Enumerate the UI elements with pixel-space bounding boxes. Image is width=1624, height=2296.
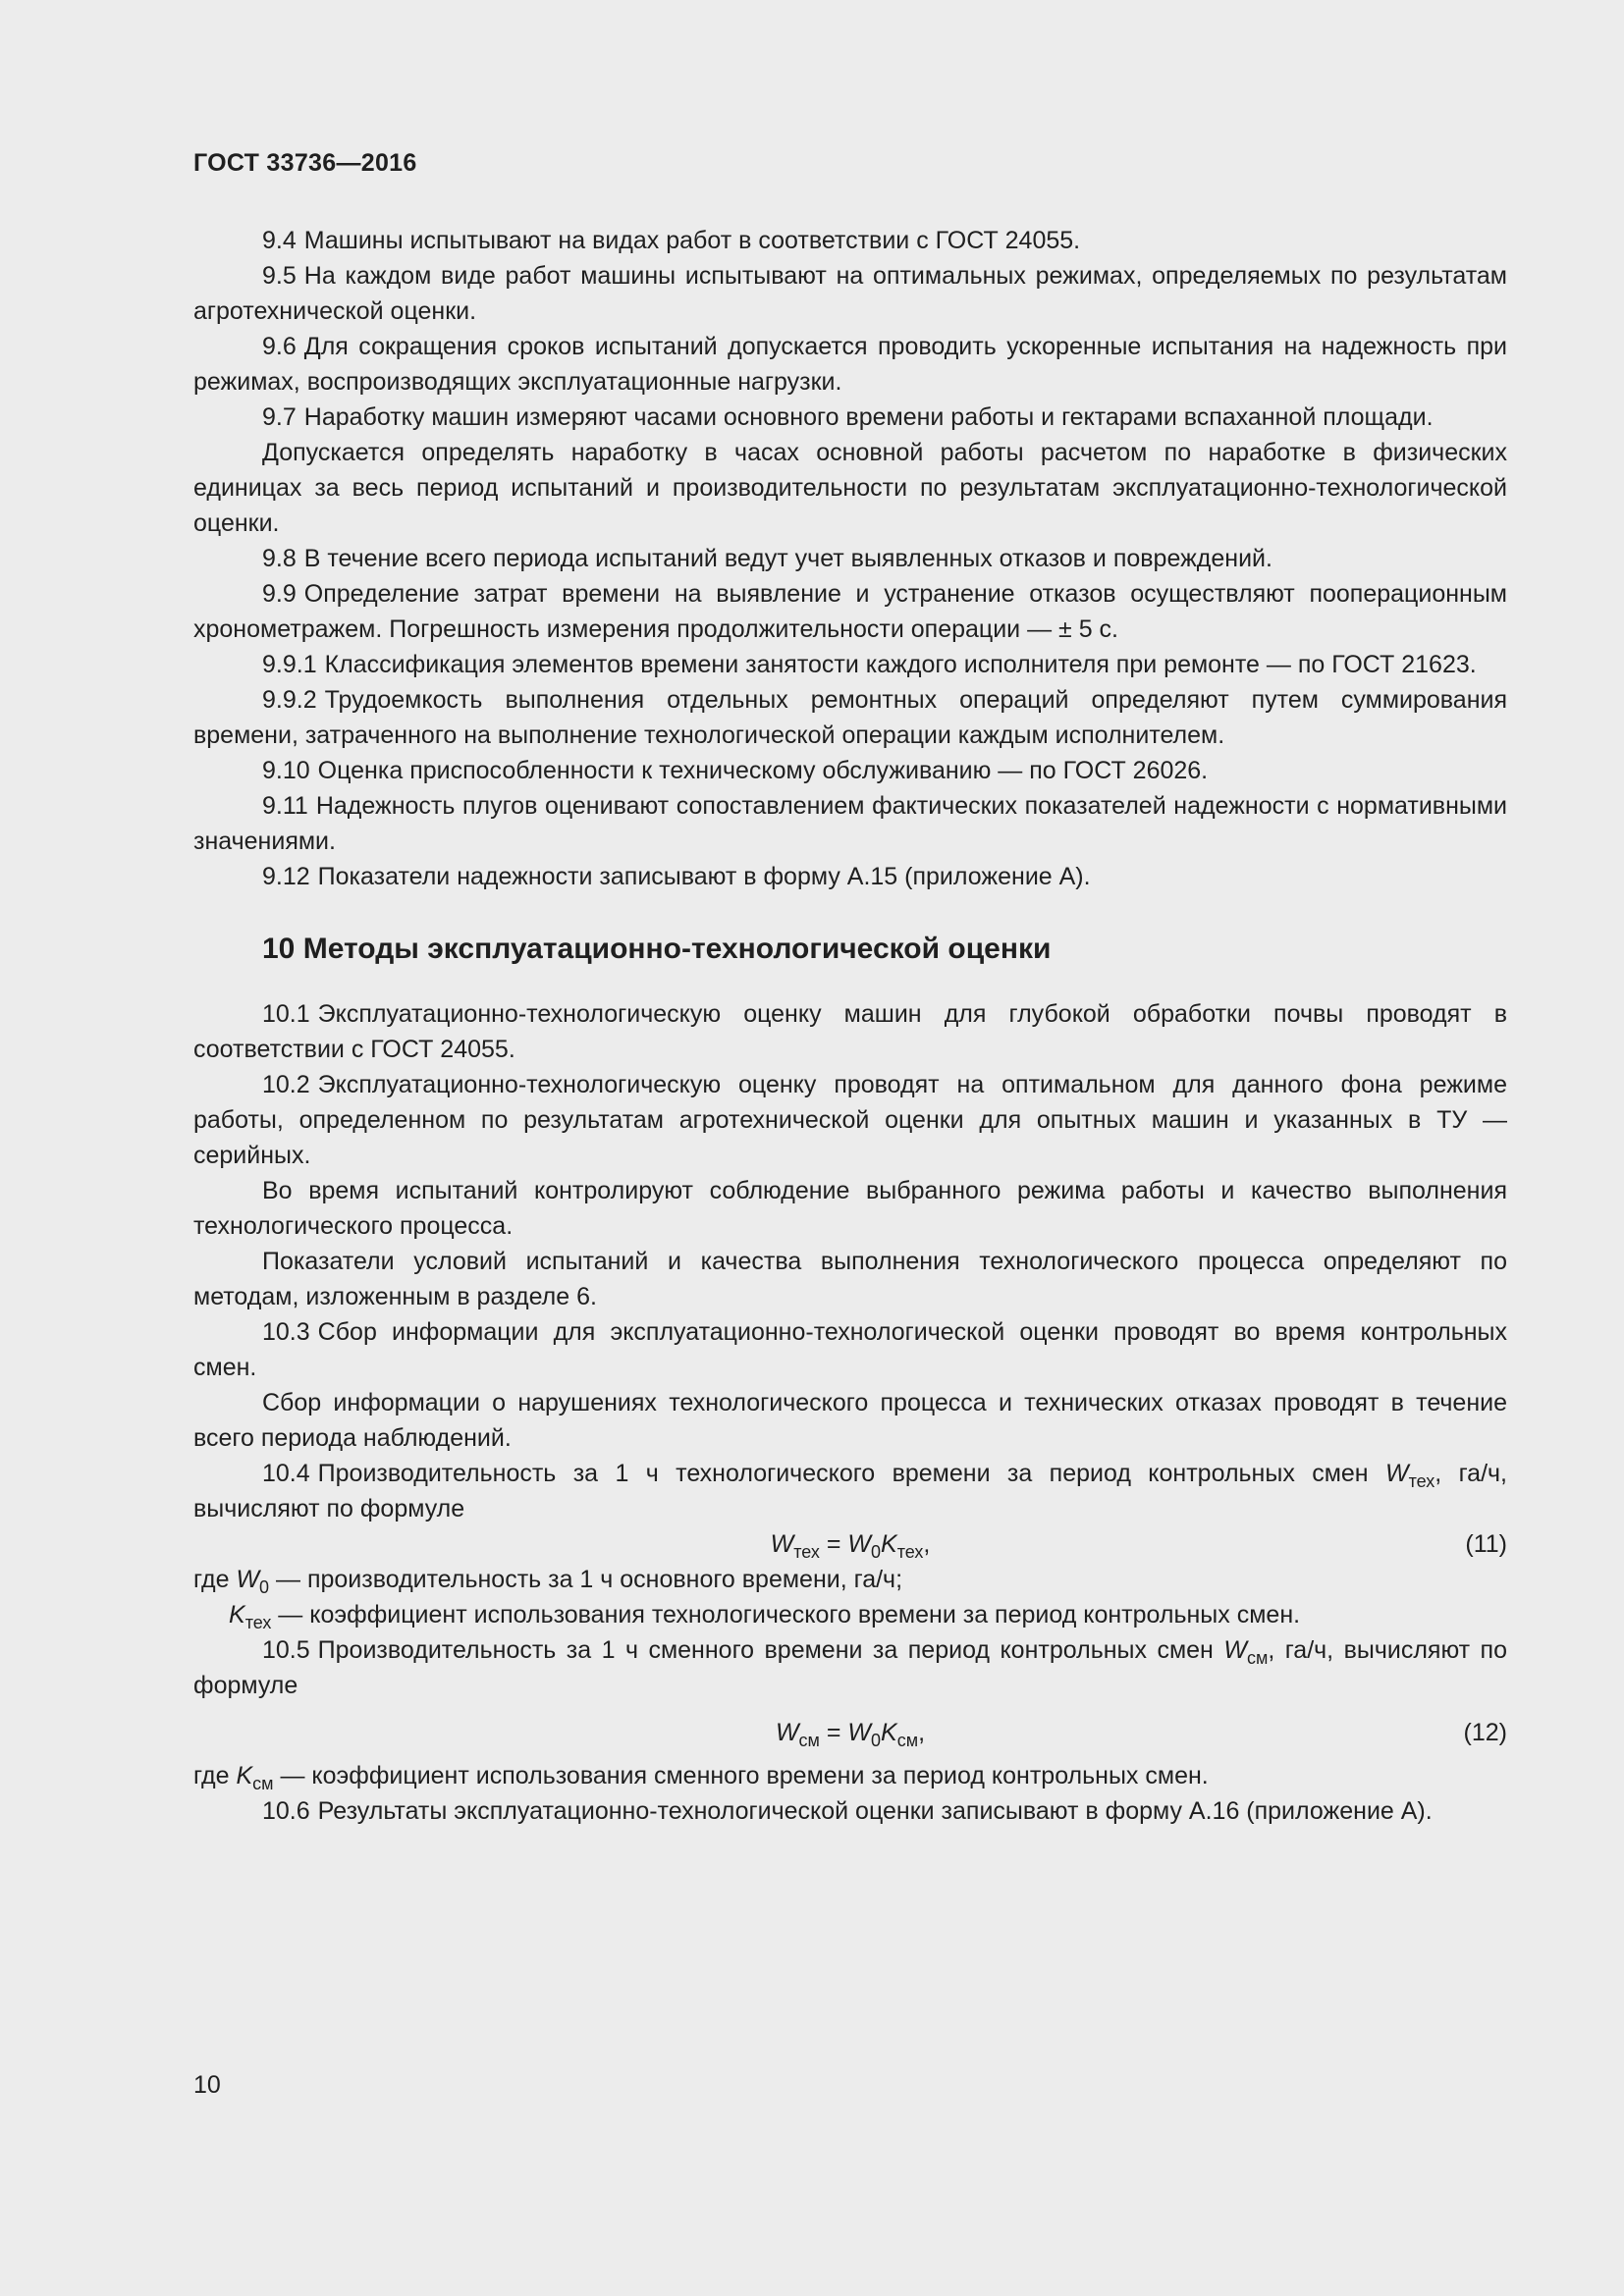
- paragraph-number: 9.5: [262, 262, 297, 290]
- formula-11-where-1: [193, 1562, 1507, 1597]
- paragraph-9-7: [193, 400, 1507, 435]
- formula-expression: [776, 1715, 925, 1750]
- variable: W: [236, 1566, 260, 1593]
- paragraph-10-6: [193, 1793, 1507, 1829]
- paragraph-10-3-b: [193, 1385, 1507, 1456]
- formula-tail: ,: [923, 1530, 931, 1558]
- paragraph-9-5: [193, 258, 1507, 329]
- paragraph-text: Оценка приспособленности к техническому обслуживанию — по ГОСТ 26026.: [317, 757, 1209, 784]
- paragraph-10-5: [193, 1632, 1507, 1703]
- paragraph-text: Для сокращения сроков испытаний допускается проводить ускоренные испытания на надежность при режимах, воспроизводящих эксплуатационные нагрузки.: [193, 333, 1507, 396]
- paragraph-text: Производительность за 1 ч технологического времени за период контрольных смен: [317, 1460, 1385, 1487]
- where-text: — производительность за 1 ч основного времени, га/ч;: [269, 1566, 903, 1593]
- paragraph-9-9-2: [193, 682, 1507, 753]
- paragraph-9-12: [193, 859, 1507, 894]
- paragraph-text: Результаты эксплуатационно-технологической оценки записывают в форму А.16 (приложение А).: [317, 1797, 1433, 1825]
- paragraph-text: На каждом виде работ машины испытывают на оптимальных режимах, определяемых по результатам агротехнической оценки.: [193, 262, 1507, 325]
- paragraph-number: 10.6: [262, 1797, 310, 1825]
- paragraph-number: 9.9.1: [262, 651, 317, 678]
- formula-r1: W: [847, 1719, 872, 1746]
- variable-subscript: тех: [244, 1613, 272, 1632]
- formula-12: [193, 1715, 1507, 1750]
- document-header: ГОСТ 33736—2016: [193, 149, 417, 177]
- paragraph-number: 10.1: [262, 1000, 310, 1028]
- formula-12-where-1: [193, 1758, 1507, 1793]
- paragraph-number: 9.9: [262, 580, 297, 608]
- paragraph-number: 9.6: [262, 333, 297, 360]
- document-body: [193, 223, 1507, 1829]
- formula-lhs: W: [770, 1530, 794, 1558]
- variable: K: [236, 1762, 253, 1789]
- paragraph-number: 10.2: [262, 1071, 310, 1098]
- paragraph-text: Во время испытаний контролируют соблюдение выбранного режима работы и качество выполнения технологического процесса.: [193, 1177, 1507, 1240]
- paragraph-number: 9.11: [262, 792, 308, 820]
- paragraph-text: Производительность за 1 ч сменного времени за период контрольных смен: [317, 1636, 1224, 1664]
- formula-number: (12): [1463, 1719, 1507, 1746]
- paragraph-number: 10.5: [262, 1636, 310, 1664]
- formula-equals: =: [819, 1719, 848, 1746]
- paragraph-text: Показатели надежности записывают в форму А.15 (приложение А).: [317, 863, 1091, 890]
- formula-r2-sub: см: [896, 1731, 919, 1750]
- paragraph-number: 9.9.2: [262, 686, 317, 714]
- paragraph-number: 9.4: [262, 227, 297, 254]
- formula-r1: W: [847, 1530, 872, 1558]
- formula-r2: K: [881, 1719, 897, 1746]
- formula-11: [193, 1526, 1507, 1562]
- formula-lhs-sub: тех: [793, 1542, 820, 1562]
- where-text: — коэффициент использования сменного времени за период контрольных смен.: [273, 1762, 1209, 1789]
- paragraph-number: 10.3: [262, 1318, 310, 1346]
- paragraph-number: 9.7: [262, 403, 297, 431]
- variable: W: [1223, 1636, 1247, 1664]
- paragraph-number: 10.4: [262, 1460, 310, 1487]
- paragraph-9-11: [193, 788, 1507, 859]
- paragraph-9-8: [193, 541, 1507, 576]
- formula-lhs: W: [775, 1719, 799, 1746]
- formula-lhs-sub: см: [798, 1731, 820, 1750]
- paragraph-text-tail: , га/ч, вычисляют по формуле: [193, 1460, 1507, 1522]
- paragraph-text: Сбор информации о нарушениях технологического процесса и технических отказах проводят в течение всего периода наблюдений.: [193, 1389, 1507, 1452]
- paragraph-text-tail: , га/ч, вычисляют по формуле: [193, 1636, 1507, 1699]
- formula-11-where-2: [193, 1597, 1507, 1632]
- paragraph-text: Надежность плугов оценивают сопоставлением фактических показателей надежности с нормативными значениями.: [193, 792, 1507, 855]
- variable-subscript: тех: [1408, 1471, 1435, 1491]
- where-lead: где: [193, 1566, 237, 1593]
- paragraph-9-10: [193, 753, 1507, 788]
- paragraph-9-9: [193, 576, 1507, 647]
- variable: K: [229, 1601, 245, 1629]
- formula-r1-sub: 0: [871, 1731, 882, 1750]
- formula-tail: ,: [918, 1719, 926, 1746]
- paragraph-10-1: [193, 996, 1507, 1067]
- paragraph-number: 9.10: [262, 757, 310, 784]
- where-lead: где: [193, 1762, 237, 1789]
- formula-r1-sub: 0: [871, 1542, 882, 1562]
- paragraph-text: Допускается определять наработку в часах основной работы расчетом по наработке в физических единицах за весь период испытаний и производительности по результатам эксплуатационно-технологической оценки.: [193, 439, 1507, 537]
- paragraph-10-4: [193, 1456, 1507, 1526]
- paragraph-number: 9.12: [262, 863, 310, 890]
- paragraph-text: Определение затрат времени на выявление и устранение отказов осуществляют пооперационным хронометражем. Погрешность измерения продолжительности операции — ± 5 с.: [193, 580, 1507, 643]
- paragraph-text: В течение всего периода испытаний ведут учет выявленных отказов и повреждений.: [303, 545, 1272, 572]
- variable-subscript: см: [252, 1774, 274, 1793]
- paragraph-10-2-b: [193, 1173, 1507, 1244]
- paragraph-10-3: [193, 1314, 1507, 1385]
- paragraph-10-2-c: [193, 1244, 1507, 1314]
- paragraph-text: Классификация элементов времени занятости каждого исполнителя при ремонте — по ГОСТ 21623.: [324, 651, 1477, 678]
- formula-r2: K: [881, 1530, 897, 1558]
- variable-subscript: см: [1246, 1648, 1269, 1668]
- paragraph-9-6: [193, 329, 1507, 400]
- formula-expression: [771, 1526, 931, 1562]
- paragraph-text: Трудоемкость выполнения отдельных ремонтных операций определяют путем суммирования времени, затраченного на выполнение технологической операции каждым исполнителем.: [193, 686, 1507, 749]
- where-text: — коэффициент использования технологического времени за период контрольных смен.: [271, 1601, 1301, 1629]
- paragraph-text: Эксплуатационно-технологическую оценку машин для глубокой обработки почвы проводят в соответствии с ГОСТ 24055.: [193, 1000, 1507, 1063]
- paragraph-text: Сбор информации для эксплуатационно-технологической оценки проводят во время контрольных смен.: [193, 1318, 1507, 1381]
- formula-r2-sub: тех: [896, 1542, 924, 1562]
- formula-number: (11): [1465, 1530, 1507, 1558]
- paragraph-10-2: [193, 1067, 1507, 1173]
- section-10-title: 10 Методы эксплуатационно-технологической оценки: [262, 933, 1052, 965]
- variable: W: [1385, 1460, 1409, 1487]
- paragraph-text: Наработку машин измеряют часами основного времени работы и гектарами вспаханной площади.: [303, 403, 1434, 431]
- paragraph-text: Машины испытывают на видах работ в соответствии с ГОСТ 24055.: [303, 227, 1081, 254]
- paragraph-9-9-1: [193, 647, 1507, 682]
- paragraph-text: Показатели условий испытаний и качества выполнения технологического процесса определяют по методам, изложенным в разделе 6.: [193, 1248, 1507, 1310]
- formula-equals: =: [819, 1530, 848, 1558]
- variable-subscript: 0: [259, 1577, 270, 1597]
- paragraph-9-7-note: [193, 435, 1507, 541]
- page-number: 10: [193, 2071, 221, 2099]
- paragraph-9-4: [193, 223, 1507, 258]
- paragraph-number: 9.8: [262, 545, 297, 572]
- paragraph-text: Эксплуатационно-технологическую оценку проводят на оптимальном для данного фона режиме работы, определенном по результатам агротехнической оценки для опытных машин и указанных в ТУ — серийных.: [193, 1071, 1507, 1169]
